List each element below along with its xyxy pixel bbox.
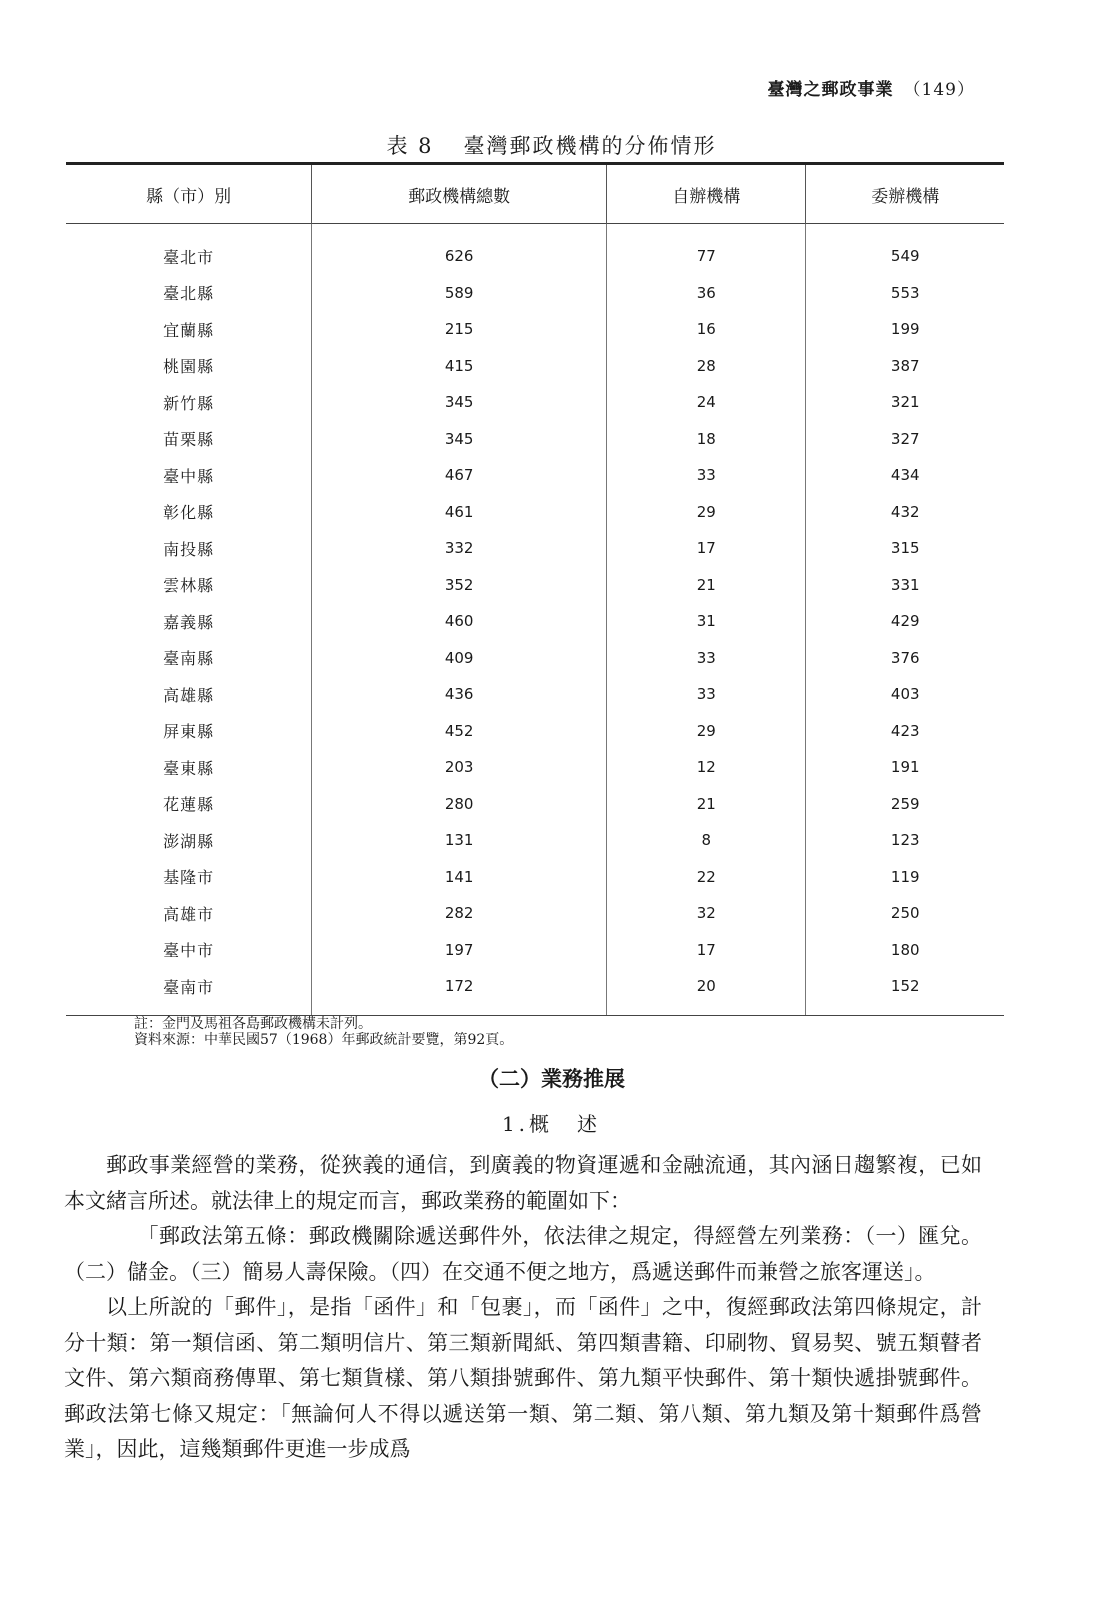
cell-county: 宜蘭縣 — [163, 320, 215, 340]
cell-total: 626 — [312, 224, 607, 275]
cell-total: 345 — [312, 384, 607, 421]
cell-self-operated: 12 — [607, 749, 806, 786]
table-row — [66, 603, 1004, 640]
body-text — [64, 1148, 982, 1468]
cell-commissioned: 321 — [806, 384, 1004, 421]
cell-total: 409 — [312, 640, 607, 677]
table-row — [66, 932, 1004, 969]
cell-county: 臺東縣 — [163, 758, 215, 778]
cell-self-operated: 18 — [607, 421, 806, 458]
cell-total: 461 — [312, 494, 607, 531]
cell-total: 280 — [312, 786, 607, 823]
table-row — [66, 530, 1004, 567]
table-row — [66, 494, 1004, 531]
page-number: （149） — [903, 80, 975, 100]
cell-county: 臺南縣 — [163, 649, 215, 669]
table-body — [66, 224, 1004, 1016]
section-heading: （二）業務推展 — [478, 1066, 625, 1091]
cell-self-operated: 21 — [607, 567, 806, 604]
cell-commissioned: 259 — [806, 786, 1004, 823]
cell-total: 415 — [312, 348, 607, 385]
cell-commissioned: 123 — [806, 822, 1004, 859]
cell-county: 澎湖縣 — [163, 831, 215, 851]
cell-commissioned: 434 — [806, 457, 1004, 494]
cell-total: 345 — [312, 421, 607, 458]
table-row — [66, 859, 1004, 896]
cell-total: 141 — [312, 859, 607, 896]
cell-self-operated: 36 — [607, 275, 806, 312]
table-row — [66, 749, 1004, 786]
table-caption — [0, 130, 1103, 160]
subsection-heading: 1.概 述 — [501, 1112, 602, 1136]
cell-total: 172 — [312, 968, 607, 1015]
table-row — [66, 713, 1004, 750]
cell-self-operated: 8 — [607, 822, 806, 859]
running-head — [768, 75, 975, 100]
cell-commissioned: 376 — [806, 640, 1004, 677]
cell-total: 436 — [312, 676, 607, 713]
cell-commissioned: 403 — [806, 676, 1004, 713]
cell-self-operated: 29 — [607, 713, 806, 750]
cell-county: 臺北市 — [163, 247, 215, 267]
cell-total: 215 — [312, 311, 607, 348]
table-source: 資料來源：中華民國57（1968）年郵政統計要覽，第92頁。 — [134, 1032, 514, 1048]
table-header-row — [66, 164, 1004, 224]
cell-county: 基隆市 — [163, 868, 215, 888]
table-row — [66, 384, 1004, 421]
header-county: 縣（市）別 — [146, 186, 232, 207]
cell-self-operated: 29 — [607, 494, 806, 531]
cell-commissioned: 119 — [806, 859, 1004, 896]
cell-self-operated: 22 — [607, 859, 806, 896]
postal-institutions-table — [66, 162, 1004, 1016]
cell-total: 589 — [312, 275, 607, 312]
cell-commissioned: 152 — [806, 968, 1004, 1015]
table-notes — [134, 1016, 513, 1048]
cell-commissioned: 180 — [806, 932, 1004, 969]
cell-county: 臺中市 — [163, 941, 215, 961]
cell-commissioned: 199 — [806, 311, 1004, 348]
cell-commissioned: 549 — [806, 224, 1004, 275]
cell-self-operated: 17 — [607, 530, 806, 567]
cell-county: 花蓮縣 — [163, 795, 215, 815]
cell-total: 352 — [312, 567, 607, 604]
cell-self-operated: 33 — [607, 676, 806, 713]
cell-county: 雲林縣 — [163, 576, 215, 596]
table-row — [66, 275, 1004, 312]
table-row — [66, 676, 1004, 713]
cell-self-operated: 20 — [607, 968, 806, 1015]
table-row — [66, 968, 1004, 1015]
cell-commissioned: 553 — [806, 275, 1004, 312]
paragraph-law-quote: 「郵政法第五條：郵政機關除遞送郵件外，依法律之規定，得經營左列業務：（一）匯兌。（二）儲金。（三）簡易人壽保險。（四）在交通不便之地方，爲遞送郵件而兼營之旅客運送」。 — [64, 1224, 982, 1284]
cell-county: 臺北縣 — [163, 284, 215, 304]
paragraph: 郵政事業經營的業務，從狹義的通信，到廣義的物資運遞和金融流通，其內涵日趨繁複，已如本文緒言所述。就法律上的規定而言，郵政業務的範圍如下： — [64, 1153, 982, 1213]
cell-total: 332 — [312, 530, 607, 567]
cell-self-operated: 28 — [607, 348, 806, 385]
cell-county: 高雄市 — [163, 904, 215, 924]
cell-county: 苗栗縣 — [163, 430, 215, 450]
cell-self-operated: 24 — [607, 384, 806, 421]
table-row — [66, 567, 1004, 604]
cell-county: 彰化縣 — [163, 503, 215, 523]
table-note: 註：金門及馬祖各島郵政機構未計列。 — [134, 1016, 372, 1032]
cell-commissioned: 250 — [806, 895, 1004, 932]
cell-county: 嘉義縣 — [163, 612, 215, 632]
table-row — [66, 457, 1004, 494]
table-title: 臺灣郵政機構的分佈情形 — [463, 134, 717, 158]
cell-county: 新竹縣 — [163, 393, 215, 413]
cell-total: 460 — [312, 603, 607, 640]
cell-self-operated: 16 — [607, 311, 806, 348]
cell-county: 南投縣 — [163, 539, 215, 559]
running-head-title: 臺灣之郵政事業 — [767, 80, 894, 100]
cell-self-operated: 21 — [607, 786, 806, 823]
table-row — [66, 822, 1004, 859]
cell-county: 臺中縣 — [163, 466, 215, 486]
cell-total: 203 — [312, 749, 607, 786]
cell-commissioned: 315 — [806, 530, 1004, 567]
table-row — [66, 348, 1004, 385]
cell-total: 452 — [312, 713, 607, 750]
cell-self-operated: 77 — [607, 224, 806, 275]
cell-self-operated: 17 — [607, 932, 806, 969]
cell-total: 197 — [312, 932, 607, 969]
cell-commissioned: 429 — [806, 603, 1004, 640]
cell-commissioned: 387 — [806, 348, 1004, 385]
cell-commissioned: 432 — [806, 494, 1004, 531]
cell-commissioned: 327 — [806, 421, 1004, 458]
table-row — [66, 640, 1004, 677]
paragraph: 以上所說的「郵件」，是指「函件」和「包裹」，而「函件」之中，復經郵政法第四條規定，計分十類：第一類信函、第二類明信片、第三類新聞紙、第四類書籍、印刷物、貿易契、號五類瞽者文件、第六類商務傳單、第七類貨樣、第八類掛號郵件、第九類平快郵件、第十類快遞掛號郵件。郵政法第七條又規定：「無論何人不得以遞送第一類、第二類、第八類、第九類及第十類郵件爲營業」，因此，這幾類郵件更進一步成爲 — [64, 1295, 982, 1461]
cell-county: 高雄縣 — [163, 685, 215, 705]
cell-commissioned: 423 — [806, 713, 1004, 750]
table-number: 表 8 — [386, 134, 434, 158]
cell-self-operated: 32 — [607, 895, 806, 932]
header-total: 郵政機構總數 — [312, 164, 607, 224]
cell-county: 桃園縣 — [163, 357, 215, 377]
cell-total: 282 — [312, 895, 607, 932]
header-commissioned: 委辦機構 — [806, 164, 1004, 224]
cell-commissioned: 331 — [806, 567, 1004, 604]
cell-total: 467 — [312, 457, 607, 494]
cell-county: 屏東縣 — [163, 722, 215, 742]
cell-county: 臺南市 — [66, 968, 312, 1015]
table-row — [66, 311, 1004, 348]
table-row — [66, 786, 1004, 823]
table-row — [66, 224, 1004, 275]
cell-self-operated: 31 — [607, 603, 806, 640]
cell-total: 131 — [312, 822, 607, 859]
cell-commissioned: 191 — [806, 749, 1004, 786]
table-row — [66, 895, 1004, 932]
table-row — [66, 421, 1004, 458]
cell-self-operated: 33 — [607, 457, 806, 494]
cell-self-operated: 33 — [607, 640, 806, 677]
header-self-operated: 自辦機構 — [607, 164, 806, 224]
